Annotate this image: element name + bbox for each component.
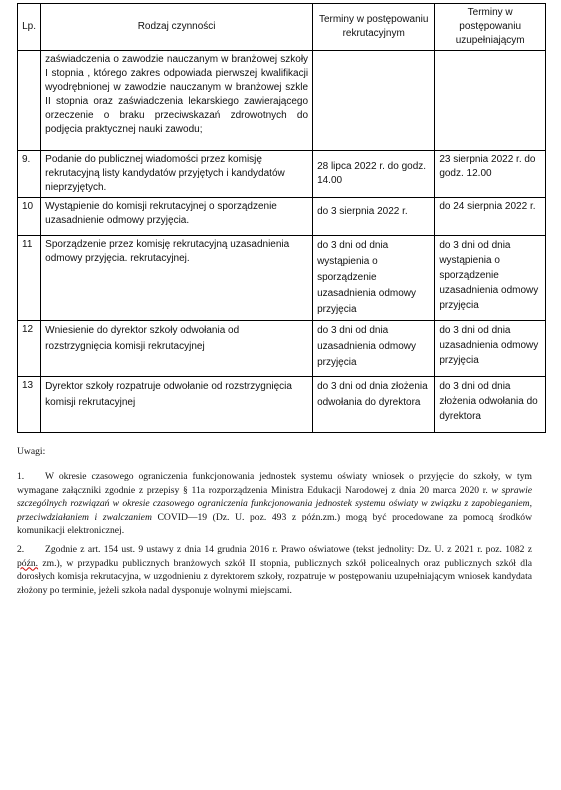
note-2-text: Zgodnie z art. 154 ust. 9 ustawy z dnia 14 grudnia 2016 r. Prawo oświatowe (tekst jednolity: Dz. U. z 2021 r. poz. 1082 z — [45, 544, 532, 555]
row-rodzaj: Podanie do publicznej wiadomości przez komisję rekrutacyjną listy kandydatów przyjętych i kandydatów nieprzyjętych. — [41, 151, 313, 198]
header-terminy-rekrutacyjne: Terminy w postępowaniu rekrutacyjnym — [313, 4, 435, 51]
table-row — [18, 377, 546, 433]
continuation-rekr-cell — [313, 51, 435, 151]
row-termin-uzupelniajacy: do 3 dni od dnia złożenia odwołania do dyrektora — [435, 377, 546, 433]
row-termin-uzupelniajacy: do 24 sierpnia 2022 r. — [435, 198, 546, 236]
note-2-text-end: zm.), w przypadku publicznych branżowych szkół II stopnia, publicznych szkół policealnych oraz publicznych szkół dla dorosłych komisja rekrutacyjna, w uzgodnieniu z dyrektorem szkoły, rozpatruje w postępowaniu uzupełniającym wniosek kandydata złożony po terminie, jeżeli szkoła nadal dysponuje wolnymi miejscami. — [17, 557, 533, 596]
row-termin-rekrutacyjny: do 3 dni od dnia wystąpienia o sporządzenie uzasadnienia odmowy przyjęcia — [313, 236, 435, 321]
row-rodzaj: Wystąpienie do komisji rekrutacyjnej o sporządzenie uzasadnienie odmowy przyjęcia. — [41, 198, 313, 236]
note-1 — [17, 470, 532, 538]
row-rodzaj: Sporządzenie przez komisję rekrutacyjną uzasadnienia odmowy przyjęcia. rekrutacyjnej. — [41, 236, 313, 321]
table-row — [18, 236, 546, 321]
note-2 — [17, 543, 532, 597]
note-1-italic: w sprawie szczególnych rozwiązań w okresie czasowego ograniczenia funkcjonowania jednostek systemu oświaty w związku z zapobieganiem, przeciwdziałaniem i zwalczaniem — [17, 484, 533, 523]
note-1-number: 1. — [17, 471, 25, 482]
row-termin-rekrutacyjny: 28 lipca 2022 r. do godz. 14.00 — [313, 151, 435, 198]
continuation-uzup-cell — [435, 51, 546, 151]
notes-title: Uwagi: — [17, 446, 46, 457]
row-lp: 12 — [18, 321, 41, 377]
row-termin-rekrutacyjny: do 3 sierpnia 2022 r. — [313, 198, 435, 236]
header-rodzaj: Rodzaj czynności — [41, 4, 313, 51]
table-row-continuation — [18, 51, 546, 151]
table-row — [18, 198, 546, 236]
row-termin-rekrutacyjny: do 3 dni od dnia uzasadnienia odmowy przyjęcia — [313, 321, 435, 377]
row-rodzaj: Dyrektor szkoły rozpatruje odwołanie od rozstrzygnięcia komisji rekrutacyjnej — [41, 377, 313, 433]
continuation-lp-cell — [18, 51, 41, 151]
row-lp: 10 — [18, 198, 41, 236]
row-termin-uzupelniajacy: do 3 dni od dnia wystąpienia o sporządzenie uzasadnienia odmowy przyjęcia — [435, 236, 546, 321]
row-lp: 9. — [18, 151, 41, 198]
row-termin-rekrutacyjny: do 3 dni od dnia złożenia odwołania do dyrektora — [313, 377, 435, 433]
table-header-row — [18, 4, 546, 51]
note-1-text-end: COVID—19 (Dz. U. poz. 493 z późn.zm.) mogą być procedowane za pomocą środków komunikacji elektronicznej. — [17, 511, 532, 536]
header-terminy-uzupelniajace: Terminy w postępowaniu uzupełniającym — [435, 4, 546, 51]
schedule-table — [17, 3, 546, 433]
row-termin-uzupelniajacy: 23 sierpnia 2022 r. do godz. 12.00 — [435, 151, 546, 198]
note-2-number: 2. — [17, 544, 25, 555]
row-lp: 13 — [18, 377, 41, 433]
table-row — [18, 151, 546, 198]
row-termin-uzupelniajacy: do 3 dni od dnia uzasadnienia odmowy przyjęcia — [435, 321, 546, 377]
table-row — [18, 321, 546, 377]
note-2-spellcheck-word: późn. — [17, 557, 39, 569]
continuation-text: zaświadczenia o zawodzie nauczanym w branżowej szkoły I stopnia , którego zakres odpowiada pierwszej kwalifikacji wyodrębnionej w zawodzie nauczanym w branżowej szkle II stopnia oraz zaświadczenia lekarskiego zawierającego orzeczenie o braku przeciwskazań zdrowotnych do podjęcia praktycznej nauki zawodu; — [41, 51, 313, 151]
row-lp: 11 — [18, 236, 41, 321]
header-lp: Lp. — [18, 4, 41, 51]
row-rodzaj: Wniesienie do dyrektor szkoły odwołania od rozstrzygnięcia komisji rekrutacyjnej — [41, 321, 313, 377]
note-1-text: W okresie czasowego ograniczenia funkcjonowania jednostek systemu oświaty wniosek o przyjęcie do szkoły, w tym wymagane załączniki zgodnie z przepisy § 11a rozporządzenia Ministra Edukacji Narodowej z dnia 20 marca 2020 r. — [17, 471, 532, 496]
